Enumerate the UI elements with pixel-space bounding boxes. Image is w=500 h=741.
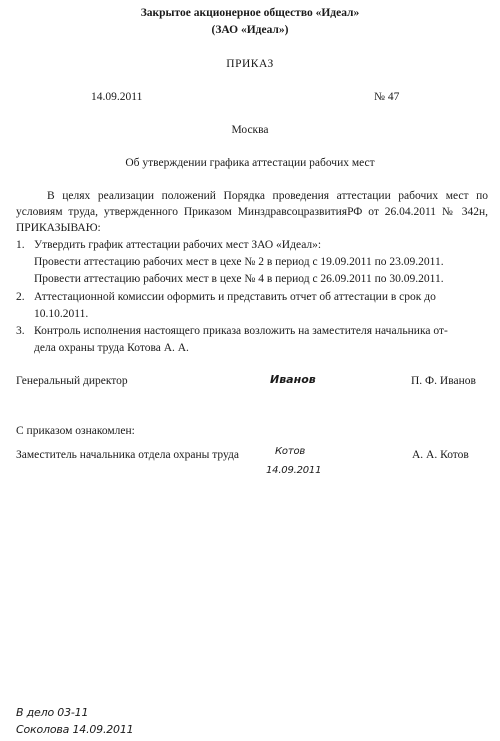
order-word: ПРИКАЗЫВАЮ:	[16, 222, 101, 234]
archive-signature: Соколова 14.09.2011	[16, 723, 134, 736]
signatory-position: Генеральный директор	[16, 375, 128, 387]
company-name: Закрытое акционерное общество «Идеал»	[140, 7, 360, 19]
company-short-name: (ЗАО «Идеал»)	[211, 24, 289, 36]
archive-note: В дело 03-11	[16, 706, 89, 719]
list-item-number: 1.	[16, 239, 25, 251]
order-date: 14.09.2011	[91, 91, 143, 103]
list-item-number: 2.	[16, 291, 25, 303]
handwritten-signature-kotov: Котов	[275, 446, 306, 457]
list-item-line: 10.10.2011.	[34, 308, 89, 320]
preamble-line-1: В целях реализации положений Порядка проведения аттестации рабочих мест по	[47, 190, 488, 202]
list-item-line: Утвердить график аттестации рабочих мест ЗАО «Идеал»:	[34, 239, 322, 251]
list-item-line: Аттестационной комиссии оформить и представить отчет об аттестации в срок до	[34, 291, 436, 303]
list-item-line: Контроль исполнения настоящего приказа возложить на заместителя начальника от-	[34, 325, 448, 337]
order-number: № 47	[374, 91, 400, 103]
acquaint-heading: С приказом ознакомлен:	[16, 425, 135, 437]
order-subject: Об утверждении графика аттестации рабочих мест	[125, 157, 375, 169]
handwritten-date: 14.09.2011	[266, 465, 322, 476]
acquaint-position: Заместитель начальника отдела охраны труда	[16, 449, 239, 461]
signatory-name: П. Ф. Иванов	[411, 375, 476, 387]
list-item-line: Провести аттестацию рабочих мест в цехе № 2 в период с 19.09.2011 по 23.09.2011.	[34, 256, 444, 268]
list-item-line: Провести аттестацию рабочих мест в цехе № 4 в период с 26.09.2011 по 30.09.2011.	[34, 273, 444, 285]
list-item-number: 3.	[16, 325, 25, 337]
handwritten-signature: Иванов	[270, 373, 316, 386]
list-item-line: дела охраны труда Котова А. А.	[34, 342, 189, 354]
acquaint-name: А. А. Котов	[412, 449, 469, 461]
order-city: Москва	[231, 124, 269, 136]
preamble-line-2: условиям труда, утвержденного Приказом МинздравсоцразвитияРФ от 26.04.2011 № 342н,	[16, 206, 488, 218]
document-title: ПРИКАЗ	[226, 58, 274, 70]
